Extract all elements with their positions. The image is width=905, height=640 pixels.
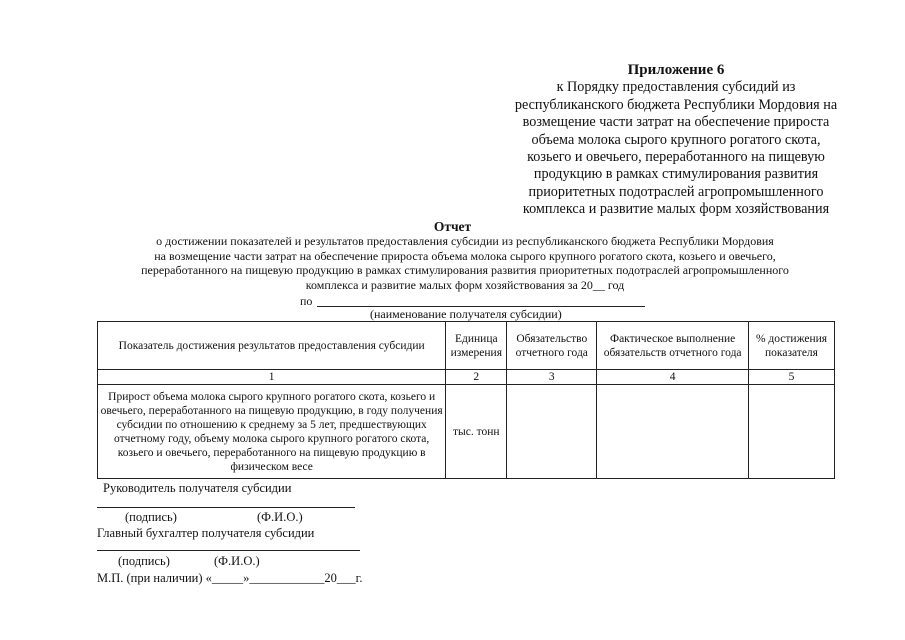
report-subtitle-line: на возмещение части затрат на обеспечение прироста объема молока сырого крупного рогатого скота, козьего и овечьего, (154, 248, 776, 263)
header-actual: Фактическое выполнение обязательств отчетного года (597, 322, 749, 370)
report-subtitle (105, 234, 825, 292)
accountant-signature-line[interactable] (97, 550, 360, 551)
indicator-cell: Прирост объема молока сырого крупного рогатого скота, козьего и овечьего, переработанного на пищевую продукцию, в году получения субсидии по отношению к среднему за 5 лет, предшествующих отчетному году, объему молока сырого крупного рогатого скота, козьего и овечьего, переработанного на пищевую продукцию в физическом весе (98, 385, 446, 479)
appendix-line: республиканского бюджета Республики Мордовия на (514, 96, 838, 113)
actual-cell[interactable] (597, 385, 749, 479)
recipient-caption: (наименование получателя субсидии) (370, 307, 562, 321)
head-signature-line[interactable] (97, 507, 355, 508)
column-number: 2 (446, 370, 507, 385)
percent-cell[interactable] (749, 385, 835, 479)
column-number: 5 (749, 370, 835, 385)
report-table (97, 321, 835, 479)
column-number: 1 (98, 370, 446, 385)
appendix-line: приоритетных подотраслей агропромышленного (528, 183, 824, 200)
header-obligation: Обязательство отчетного года (507, 322, 597, 370)
header-indicator: Показатель достижения результатов предоставления субсидии (98, 322, 446, 370)
header-percent: % достижения показателя (749, 322, 835, 370)
accountant-signature-caption: (подпись) (118, 554, 170, 568)
accountant-label: Главный бухгалтер получателя субсидии (97, 526, 315, 540)
header-unit: Единица измерения (446, 322, 507, 370)
appendix-line: комплекса и развитие малых форм хозяйствования (522, 201, 830, 218)
appendix-line: продукцию в рамках стимулирования развития (533, 166, 819, 183)
table-header-row (98, 322, 835, 370)
head-signature-caption: (подпись) (125, 510, 177, 524)
column-number: 4 (597, 370, 749, 385)
table-row (98, 385, 835, 479)
appendix-line: козьего и овечьего, переработанного на пищевую (527, 149, 825, 166)
stamp-line: М.П. (при наличии) «_____»____________20___г. (97, 571, 363, 585)
unit-cell: тыс. тонн (446, 385, 507, 479)
report-subtitle-line: о достижении показателей и результатов предоставления субсидии из республиканского бюджета Республики Мордовия (156, 234, 774, 248)
po-label: по (300, 294, 313, 308)
head-fio-caption: (Ф.И.О.) (257, 510, 303, 524)
report-title: Отчет (433, 219, 472, 234)
accountant-fio-caption: (Ф.И.О.) (214, 554, 260, 568)
column-number: 3 (507, 370, 597, 385)
appendix-block (500, 62, 852, 219)
report-subtitle-line: комплекса и развитие малых форм хозяйствования за 20__ год (305, 277, 625, 292)
report-subtitle-line: переработанного на пищевую продукцию в рамках стимулирования развития приоритетных подотраслей агропромышленного (141, 263, 789, 277)
appendix-line: возмещение части затрат на обеспечение прироста (522, 114, 830, 131)
appendix-line: объема молока сырого крупного рогатого скота, (531, 131, 821, 148)
head-label: Руководитель получателя субсидии (103, 481, 292, 495)
appendix-line: к Порядку предоставления субсидий из (556, 79, 796, 96)
table-number-row (98, 370, 835, 385)
obligation-cell[interactable] (507, 385, 597, 479)
appendix-title: Приложение 6 (627, 62, 725, 78)
